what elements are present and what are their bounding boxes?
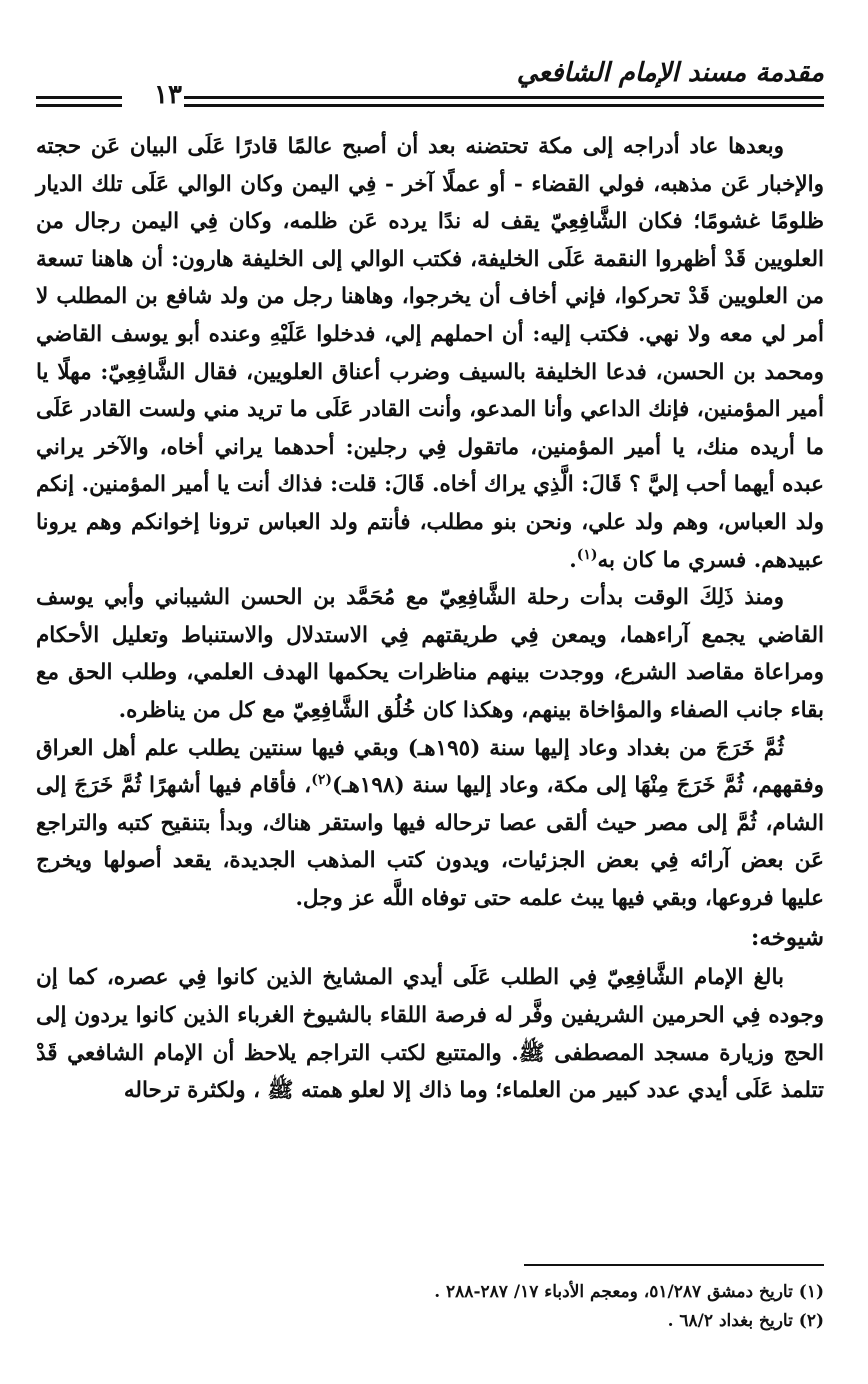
running-header [36, 58, 824, 108]
paragraph-1-end: . [569, 547, 577, 573]
paragraph-3-text: ثُمَّ خَرَجَ من بغداد وعاد إليها سنة (١٩٥هـ) وبقي فيها سنتين يطلب علم أهل العراق وفقههم، ثُمَّ خَرَجَ مِنْهَا إلى مكة، وعاد إليها سنة (١٩٨هـ) [36, 735, 824, 799]
paragraph-3 [36, 730, 824, 918]
footnote-2: (٢) تاريخ بغداد ٦٨/٢ . [667, 1311, 824, 1331]
footnote-ref-2: (٢) [311, 771, 332, 788]
book-title: مقدمة مسند الإمام الشافعي [516, 58, 824, 88]
footnote-1: (١) تاريخ دمشق ٥١/٢٨٧، ومعجم الأدباء ١٧/ ٢٨٧-٢٨٨ . [434, 1282, 824, 1302]
body-text [36, 128, 824, 1110]
footnote-separator [524, 1264, 824, 1266]
paragraph-1-text: وبعدها عاد أدراجه إلى مكة تحتضنه بعد أن أصبح عالمًا قادرًا عَلَى البيان عَن حجته والإخبار عَن مذهبه، فولي القضاء - أو عملًا آخر - فِي اليمن وكان الوالي عَلَى تلك الديار ظلومًا غشومًا؛ فكان الشَّافِعِيّ يقف له ندًا يرده عَن ظلمه، وكان فِي اليمن رجال من العلويين قَدْ أظهروا النقمة عَلَى الخليفة، فكتب الوالي إلى الخليفة هارون: أن هاهنا تسعة من العلويين قَدْ تحركوا، فإني أخاف أن يخرجوا، وهاهنا رجل من ولد شافع بن المطلب لا أمر لي معه ولا نهي. فكتب إليه: أن احملهم إلي، فدخلوا عَلَيْهِ وعنده أبو يوسف القاضي ومحمد بن الحسن، فدعا الخليفة بالسيف وضرب أعناق العلويين، فقال الشَّافِعِيّ: مهلًا يا أمير المؤمنين، فإنك الداعي وأنا المدعو، وأنت القادر عَلَى ما تريد مني ولست القادر عَلَى ما أريده منك، يا أمير المؤمنين، ماتقول فِي رجلين: أحدهما يراني أخاه، والآخر يراني عبده أيهما أحب إليَّ ؟ قَالَ: الَّذِي يراك أخاه. قَالَ: قلت: فذاك أنت يا أمير المؤمنين. إنكم ولد العباس، وهم ولد علي، ونحن بنو مطلب، فأنتم ولد العباس ترونا إخوانكم وهم يرونا عبيدهم. فسري ما كان به [36, 134, 824, 573]
footnotes [36, 1278, 824, 1336]
header-rule-short [36, 96, 122, 107]
footnote-ref-1: (١) [576, 546, 598, 563]
section-paragraph: بالغ الإمام الشَّافِعِيّ فِي الطلب عَلَى أيدي المشايخ الذين كانوا فِي عصره، كما إن وجوده فِي الحرمين الشريفين وفَّر له فرصة اللقاء بالشيوخ الغرباء الذين كانوا يردون إلى الحج وزيارة مسجد المصطفى ﷺ. والمتتبع لكتب التراجم يلاحظ أن الإمام الشافعي قَدْ تتلمذ عَلَى أيدي عدد كبير من العلماء؛ وما ذاك إلا لعلو همته ﷺ ، ولكثرة ترحاله [36, 965, 824, 1104]
header-rule-long [184, 96, 824, 107]
section-heading: شيوخه: [750, 924, 824, 952]
page-number: ١٣ [154, 80, 182, 110]
paragraph-2: ومنذ ذَلِكَ الوقت بدأت رحلة الشَّافِعِيّ مع مُحَمَّد بن الحسن الشيباني وأبي يوسف القاضي يجمع آراءهما، ويمعن فِي طريقتهم فِي الاستدلال والاستنباط وتعليل الأحكام ومراعاة مقاصد الشرع، ووجدت بينهم مناظرات يحكمها الهدف العلمي، وطلب الحق مع بقاء جانب الصفاء والمؤاخاة بينهم، وهكذا كان خُلُق الشَّافِعِيّ مع كل من يناظره. [36, 585, 824, 723]
paragraph-1 [36, 128, 824, 579]
paragraph-3-end: ، فأقام فيها أشهرًا ثُمَّ خَرَجَ إلى الشام، ثُمَّ إلى مصر حيث ألقى عصا ترحاله فيها واستقر هناك، وبدأ بتنقيح كتبه والتراجع عَن بعض آرائه فِي بعض الجزئيات، ويدون كتب المذهب الجديدة، يقعد أصولها ويخرج عليها فروعها، وبقي فيها يبث علمه حتى توفاه اللَّه عز وجل. [36, 773, 824, 911]
